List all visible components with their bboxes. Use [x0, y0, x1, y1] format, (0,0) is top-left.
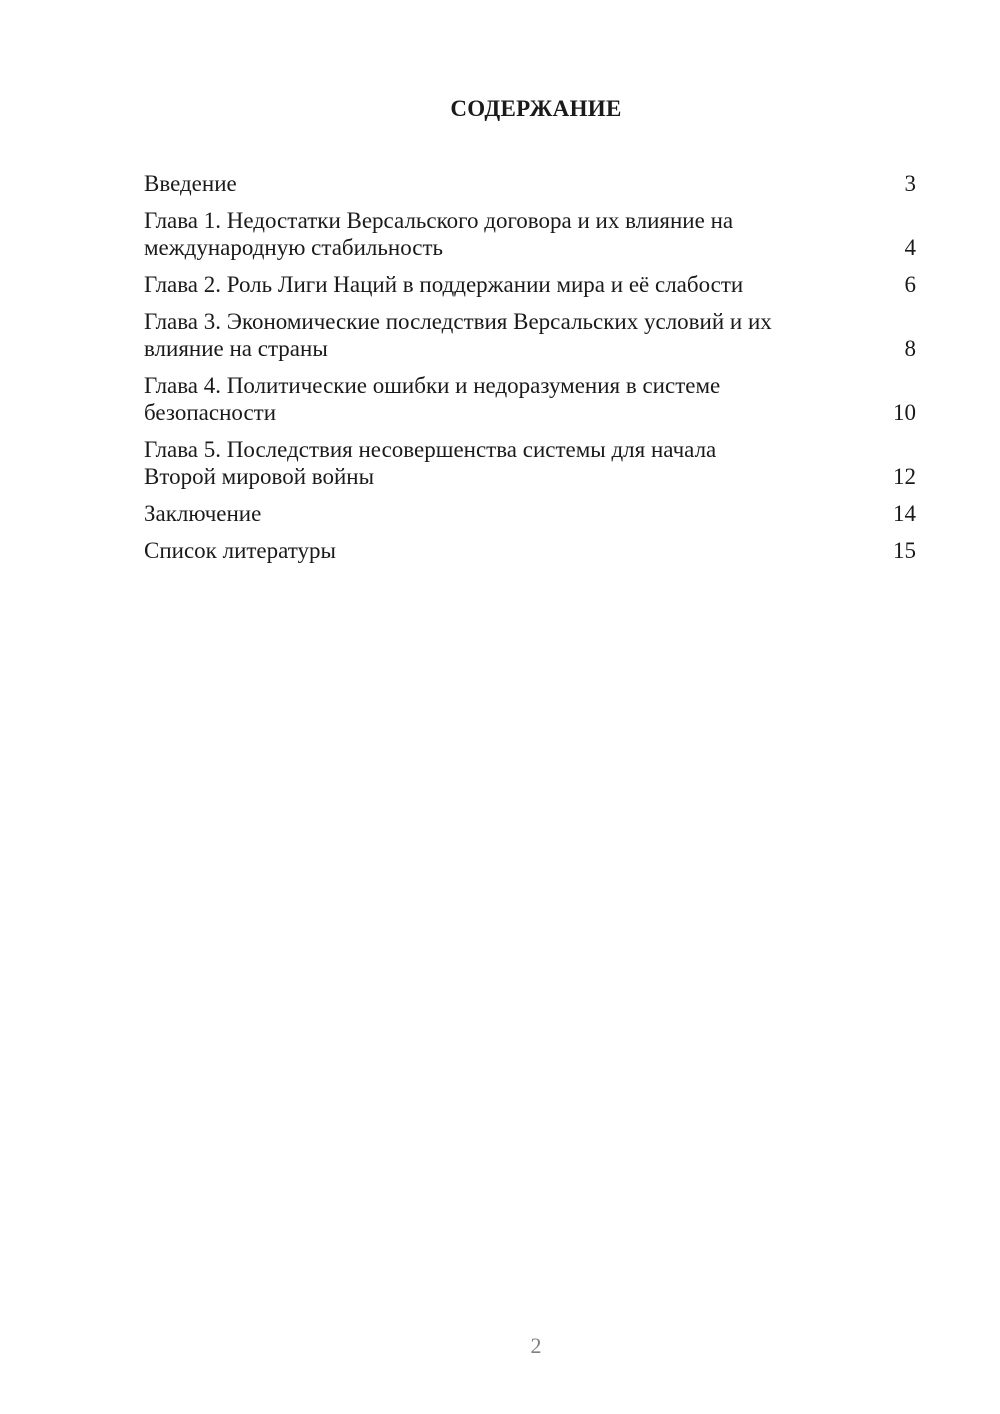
toc-title: СОДЕРЖАНИЕ — [450, 96, 622, 121]
toc-entry-line: международную стабильность — [144, 235, 444, 260]
toc-entry-line: Введение — [144, 171, 237, 196]
toc-entry-title — [144, 170, 860, 197]
toc-entry-line: влияние на страны — [144, 336, 328, 361]
toc-entry-title — [144, 271, 860, 298]
toc-page-number: 10 — [893, 400, 916, 425]
toc-page-number: 6 — [904, 272, 916, 297]
toc-entry-chapter-3 — [144, 308, 920, 362]
toc-entry-line: Глава 2. Роль Лиги Наций в поддержании мира и её слабости — [144, 272, 744, 297]
toc-entry-line: Второй мировой войны — [144, 464, 375, 489]
toc-entry-conclusion — [144, 500, 920, 527]
toc-entry-title — [144, 537, 860, 564]
toc-entry-line: Глава 5. Последствия несовершенства системы для начала — [144, 437, 717, 462]
toc-entry-introduction — [144, 170, 920, 197]
toc-entry-line: Глава 3. Экономические последствия Версальских условий и их — [144, 309, 772, 334]
toc-entry-title — [144, 207, 860, 261]
toc-entry-line: Список литературы — [144, 538, 336, 563]
page-number-footer: 2 — [530, 1333, 542, 1358]
toc-entry-title — [144, 372, 860, 426]
toc-page-number: 12 — [893, 464, 916, 489]
toc-entry-line: безопасности — [144, 400, 277, 425]
toc-entry-chapter-5 — [144, 436, 920, 490]
toc-entry-chapter-4 — [144, 372, 920, 426]
toc-entry-line: Глава 4. Политические ошибки и недоразумения в системе — [144, 373, 721, 398]
toc-page-number: 8 — [904, 336, 916, 361]
toc-entry-line: Заключение — [144, 501, 262, 526]
toc-entry-title — [144, 500, 860, 527]
toc-entry-references — [144, 537, 920, 564]
table-of-contents — [144, 170, 920, 574]
toc-entry-line: Глава 1. Недостатки Версальского договора и их влияние на — [144, 208, 734, 233]
toc-page-number: 4 — [904, 235, 916, 260]
toc-entry-chapter-1 — [144, 207, 920, 261]
toc-entry-title — [144, 436, 860, 490]
toc-page-number: 15 — [893, 538, 916, 563]
toc-entry-chapter-2 — [144, 271, 920, 298]
toc-entry-title — [144, 308, 860, 362]
toc-page-number: 14 — [893, 501, 916, 526]
toc-page-number: 3 — [904, 171, 916, 196]
